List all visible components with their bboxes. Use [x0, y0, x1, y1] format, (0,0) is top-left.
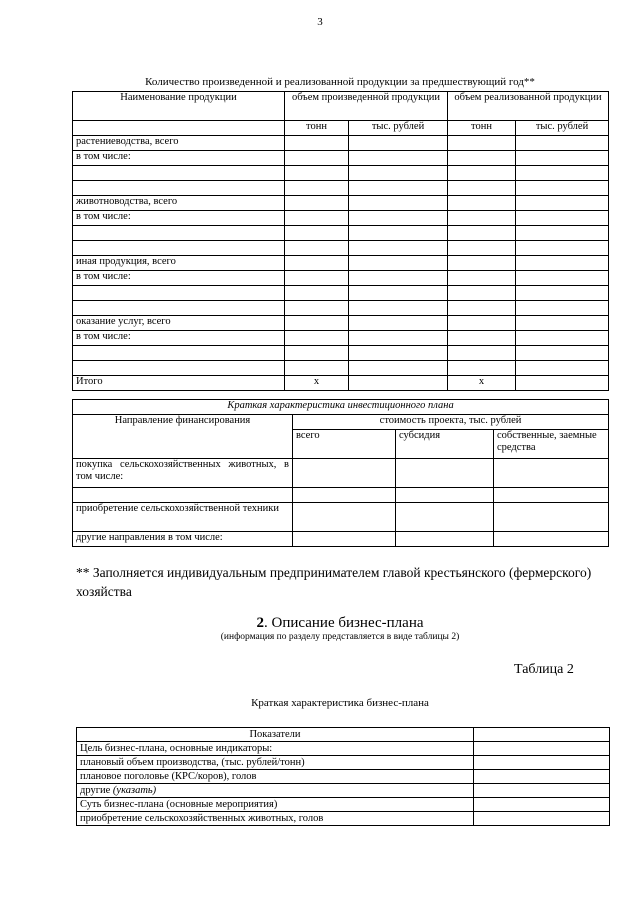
table-row: [77, 756, 610, 770]
table-row: [73, 211, 609, 226]
total-rub-sold: [516, 376, 609, 391]
value-cell: [285, 241, 349, 256]
value-cell: [516, 361, 609, 376]
value-cell: [448, 286, 516, 301]
indicator-text: другие: [80, 785, 113, 796]
table-row: [73, 271, 609, 286]
value-cell: [285, 151, 349, 166]
table-row: [77, 770, 610, 784]
value-cell: [285, 211, 349, 226]
direction-header: Направление финансирования: [73, 415, 293, 459]
value-cell: [285, 136, 349, 151]
value-cell: [349, 196, 448, 211]
value-cell: [448, 136, 516, 151]
table-row: [73, 361, 609, 376]
value-cell: [448, 361, 516, 376]
value-cell: [516, 241, 609, 256]
indicator-note: (указать): [112, 785, 157, 796]
production-table: [72, 91, 609, 391]
row-label: [73, 226, 285, 241]
sub-header-total: всего: [293, 430, 396, 459]
value-cell: [285, 346, 349, 361]
inv-cell: [396, 532, 494, 547]
table-row: [73, 136, 609, 151]
value-cell: [516, 256, 609, 271]
value-cell: [285, 166, 349, 181]
table-row: [73, 196, 609, 211]
row-label: иная продукция, всего: [73, 256, 285, 271]
row-label: животноводства, всего: [73, 196, 285, 211]
total-label: Итого: [73, 376, 285, 391]
row-label: растениеводства, всего: [73, 136, 285, 151]
row-label: оказание услуг, всего: [73, 316, 285, 331]
indicator-label: [77, 742, 474, 756]
inv-row-other: другие направления в том числе:: [73, 532, 293, 547]
value-cell: [349, 136, 448, 151]
value-cell: [516, 271, 609, 286]
value-cell: [448, 226, 516, 241]
inv-cell: [494, 503, 609, 532]
indicator-text: плановое поголовье (КРС/коров), голов: [80, 771, 257, 782]
section-title: [0, 615, 640, 632]
section-number: 2: [256, 615, 264, 631]
inv-cell: [494, 532, 609, 547]
inv-cell: [293, 488, 396, 503]
indicator-label: [77, 812, 474, 826]
value-cell: [285, 271, 349, 286]
business-header: Показатели: [77, 728, 474, 742]
page-number: 3: [317, 16, 323, 28]
value-cell: [516, 211, 609, 226]
value-cell: [516, 136, 609, 151]
value-cell: [448, 166, 516, 181]
value-cell: [448, 181, 516, 196]
business-table-caption: Краткая характеристика бизнес-плана: [251, 697, 429, 709]
value-cell: [448, 196, 516, 211]
row-label: [73, 181, 285, 196]
value-cell: [448, 331, 516, 346]
value-cell: [516, 181, 609, 196]
header-produced-volume: объем произведенной продукции: [285, 92, 448, 121]
row-label: [73, 361, 285, 376]
value-cell: [349, 316, 448, 331]
value-cell: [349, 256, 448, 271]
value-cell: [448, 256, 516, 271]
row-label: [73, 301, 285, 316]
value-cell: [285, 226, 349, 241]
value-cell: [516, 226, 609, 241]
production-table-title: Количество произведенной и реализованной продукции за предшествующий год**: [145, 76, 535, 88]
business-header-value: [474, 728, 610, 742]
section-subtitle: (информация по разделу представляется в виде таблицы 2): [220, 632, 460, 642]
table-row: [73, 286, 609, 301]
indicator-value: [474, 770, 610, 784]
table-label: Таблица 2: [514, 662, 574, 677]
total-tons-produced: x: [285, 376, 349, 391]
value-cell: [285, 301, 349, 316]
table-row: [73, 226, 609, 241]
investment-table: [72, 399, 609, 547]
value-cell: [349, 286, 448, 301]
table-row: [73, 301, 609, 316]
inv-cell: [494, 488, 609, 503]
row-label: [73, 286, 285, 301]
value-cell: [349, 226, 448, 241]
value-cell: [349, 301, 448, 316]
value-cell: [349, 151, 448, 166]
indicator-label: [77, 770, 474, 784]
value-cell: [448, 151, 516, 166]
table-row: [73, 316, 609, 331]
inv-cell: [293, 459, 396, 488]
inv-cell: [494, 459, 609, 488]
sub-header-own-funds: собственные, заемные средства: [494, 430, 609, 459]
value-cell: [516, 301, 609, 316]
table-row: [77, 798, 610, 812]
total-rub-produced: [349, 376, 448, 391]
header-sold-volume: объем реализованной продукции: [448, 92, 609, 121]
value-cell: [516, 346, 609, 361]
value-cell: [349, 346, 448, 361]
section-title-text: . Описание бизнес-плана: [264, 615, 424, 631]
value-cell: [349, 331, 448, 346]
inv-cell: [293, 532, 396, 547]
header-tons-sold: тонн: [448, 121, 516, 136]
indicator-value: [474, 742, 610, 756]
indicator-text: плановый объем производства, (тыс. рублей/тонн): [80, 757, 305, 768]
inv-row-livestock: покупка сельскохозяйственных животных, в том числе:: [73, 459, 293, 488]
indicator-value: [474, 784, 610, 798]
table-row: [77, 742, 610, 756]
value-cell: [516, 331, 609, 346]
value-cell: [349, 361, 448, 376]
header-name-spacer: [73, 121, 285, 136]
value-cell: [516, 196, 609, 211]
value-cell: [285, 181, 349, 196]
inv-cell: [396, 488, 494, 503]
table-row: [73, 241, 609, 256]
value-cell: [349, 181, 448, 196]
header-tons-produced: тонн: [285, 121, 349, 136]
indicator-label: [77, 798, 474, 812]
footnote: ** Заполняется индивидуальным предпринимателем главой крестьянского (фермерского) хозяйства: [76, 565, 592, 599]
indicator-text: Суть бизнес-плана (основные мероприятия): [80, 799, 278, 810]
business-plan-table: [76, 727, 610, 826]
row-label: в том числе:: [73, 271, 285, 286]
inv-cell: [293, 503, 396, 532]
value-cell: [285, 361, 349, 376]
value-cell: [448, 271, 516, 286]
table-row: [73, 331, 609, 346]
value-cell: [349, 166, 448, 181]
investment-table-caption: Краткая характеристика инвестиционного плана: [73, 400, 609, 415]
table-row: [77, 784, 610, 798]
indicator-value: [474, 812, 610, 826]
value-cell: [448, 211, 516, 226]
header-rub-produced: тыс. рублей: [349, 121, 448, 136]
indicator-value: [474, 756, 610, 770]
value-cell: [516, 151, 609, 166]
sub-header-subsidy: субсидия: [396, 430, 494, 459]
header-name: Наименование продукции: [73, 92, 285, 121]
value-cell: [349, 211, 448, 226]
indicator-label: [77, 784, 474, 798]
indicator-text: приобретение сельскохозяйственных животных, голов: [80, 813, 324, 824]
inv-row-machinery: приобретение сельскохозяйственной техники: [73, 503, 293, 532]
header-rub-sold: тыс. рублей: [516, 121, 609, 136]
value-cell: [448, 301, 516, 316]
table-row: [73, 256, 609, 271]
value-cell: [516, 286, 609, 301]
value-cell: [448, 241, 516, 256]
value-cell: [516, 166, 609, 181]
row-label: в том числе:: [73, 331, 285, 346]
cost-header: стоимость проекта, тыс. рублей: [293, 415, 609, 430]
indicator-value: [474, 798, 610, 812]
indicator-text: Цель бизнес-плана, основные индикаторы:: [80, 743, 273, 754]
table-row: [73, 346, 609, 361]
row-label: в том числе:: [73, 211, 285, 226]
row-label: в том числе:: [73, 151, 285, 166]
table-row: [73, 181, 609, 196]
table-row: [77, 812, 610, 826]
value-cell: [285, 331, 349, 346]
table-row: [73, 166, 609, 181]
value-cell: [285, 286, 349, 301]
value-cell: [285, 256, 349, 271]
value-cell: [448, 316, 516, 331]
row-label: [73, 346, 285, 361]
inv-cell: [396, 459, 494, 488]
value-cell: [349, 271, 448, 286]
indicator-label: [77, 756, 474, 770]
value-cell: [285, 316, 349, 331]
row-label: [73, 166, 285, 181]
value-cell: [516, 316, 609, 331]
value-cell: [448, 346, 516, 361]
value-cell: [285, 196, 349, 211]
inv-cell: [396, 503, 494, 532]
table-row: [73, 151, 609, 166]
value-cell: [349, 241, 448, 256]
total-tons-sold: x: [448, 376, 516, 391]
row-label: [73, 241, 285, 256]
inv-row-empty: [73, 488, 293, 503]
